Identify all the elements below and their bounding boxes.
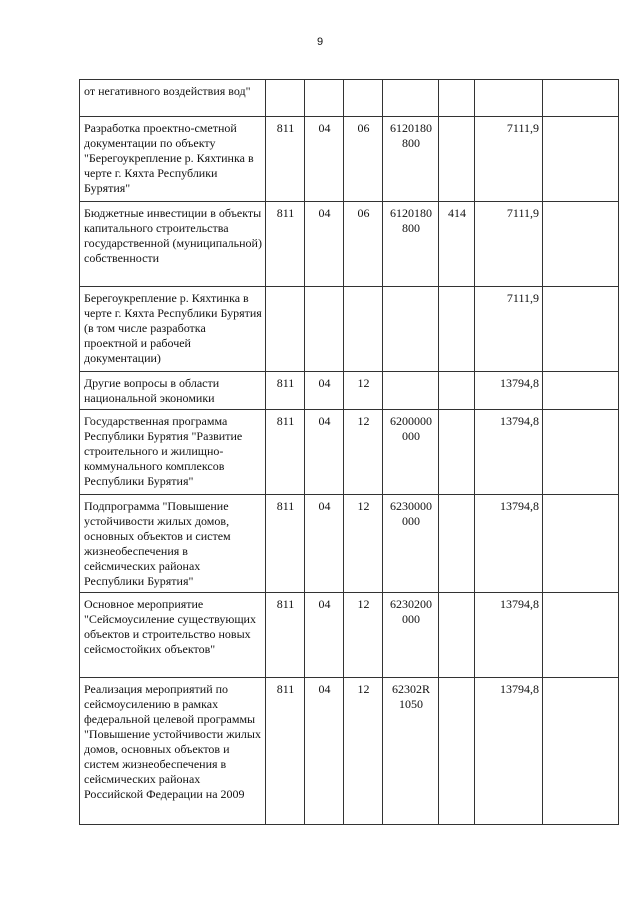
amount: 13794,8 [475, 410, 543, 495]
table-row [80, 202, 619, 287]
empty-cell [543, 495, 619, 593]
empty-cell [543, 287, 619, 372]
ved-code [266, 80, 305, 117]
table-row [80, 495, 619, 593]
table-row [80, 287, 619, 372]
table-row [80, 593, 619, 678]
expense-type-code [439, 117, 475, 202]
row-name: Подпрограмма "Повышение устойчивости жилых домов, основных объектов и систем жизнеобеспечения в сейсмических районах Республики Бурятия" [80, 495, 266, 593]
section-code: 04 [305, 678, 344, 825]
empty-cell [543, 410, 619, 495]
amount: 13794,8 [475, 593, 543, 678]
row-name: Основное мероприятие "Сейсмоусиление существующих объектов и строительство новых сейсмостойких объектов" [80, 593, 266, 678]
table-row [80, 678, 619, 825]
page-number: 9 [316, 36, 324, 48]
section-code [305, 287, 344, 372]
section-code: 04 [305, 593, 344, 678]
expense-type-code [439, 593, 475, 678]
target-item-code [383, 287, 439, 372]
row-name: Берегоукрепление р. Кяхтинка в черте г. Кяхта Республики Бурятия (в том числе разработка проектной и рабочей документации) [80, 287, 266, 372]
amount: 13794,8 [475, 678, 543, 825]
table-row [80, 80, 619, 117]
ved-code: 811 [266, 202, 305, 287]
amount: 13794,8 [475, 495, 543, 593]
row-name: Другие вопросы в области национальной экономики [80, 372, 266, 410]
empty-cell [543, 80, 619, 117]
amount: 7111,9 [475, 202, 543, 287]
subsection-code [344, 287, 383, 372]
empty-cell [543, 117, 619, 202]
subsection-code: 12 [344, 593, 383, 678]
row-name: Государственная программа Республики Бурятия "Развитие строительного и жилищно-коммунального комплексов Республики Бурятия" [80, 410, 266, 495]
row-name: Разработка проектно-сметной документации по объекту "Берегоукрепление р. Кяхтинка в черте г. Кяхта Республики Бурятия" [80, 117, 266, 202]
subsection-code [344, 80, 383, 117]
table-row [80, 410, 619, 495]
ved-code: 811 [266, 410, 305, 495]
section-code: 04 [305, 495, 344, 593]
expense-type-code [439, 372, 475, 410]
section-code: 04 [305, 410, 344, 495]
target-item-code: 6200000 000 [383, 410, 439, 495]
row-name: от негативного воздействия вод" [80, 80, 266, 117]
target-item-code [383, 80, 439, 117]
target-item-code: 6120180 800 [383, 117, 439, 202]
ved-code: 811 [266, 495, 305, 593]
budget-table [79, 79, 619, 825]
expense-type-code [439, 80, 475, 117]
section-code: 04 [305, 202, 344, 287]
ved-code: 811 [266, 593, 305, 678]
section-code: 04 [305, 117, 344, 202]
expense-type-code [439, 410, 475, 495]
amount: 7111,9 [475, 287, 543, 372]
section-code: 04 [305, 372, 344, 410]
table-row [80, 372, 619, 410]
target-item-code: 6230000 000 [383, 495, 439, 593]
subsection-code: 06 [344, 117, 383, 202]
ved-code: 811 [266, 117, 305, 202]
row-name: Реализация мероприятий по сейсмоусилению в рамках федеральной целевой программы "Повышение устойчивости жилых домов, основных объектов и систем жизнеобеспечения в сейсмических районах Российской Федерации на 2009 [80, 678, 266, 825]
empty-cell [543, 372, 619, 410]
target-item-code: 6120180 800 [383, 202, 439, 287]
row-name: Бюджетные инвестиции в объекты капитального строительства государственной (муниципальной) собственности [80, 202, 266, 287]
ved-code: 811 [266, 372, 305, 410]
amount: 13794,8 [475, 372, 543, 410]
expense-type-code: 414 [439, 202, 475, 287]
subsection-code: 06 [344, 202, 383, 287]
expense-type-code [439, 287, 475, 372]
expense-type-code [439, 678, 475, 825]
ved-code: 811 [266, 678, 305, 825]
amount [475, 80, 543, 117]
subsection-code: 12 [344, 410, 383, 495]
ved-code [266, 287, 305, 372]
table-row [80, 117, 619, 202]
target-item-code [383, 372, 439, 410]
amount: 7111,9 [475, 117, 543, 202]
subsection-code: 12 [344, 372, 383, 410]
target-item-code: 62302R 1050 [383, 678, 439, 825]
empty-cell [543, 678, 619, 825]
empty-cell [543, 202, 619, 287]
subsection-code: 12 [344, 678, 383, 825]
target-item-code: 6230200 000 [383, 593, 439, 678]
table-body [80, 80, 619, 825]
expense-type-code [439, 495, 475, 593]
section-code [305, 80, 344, 117]
empty-cell [543, 593, 619, 678]
subsection-code: 12 [344, 495, 383, 593]
